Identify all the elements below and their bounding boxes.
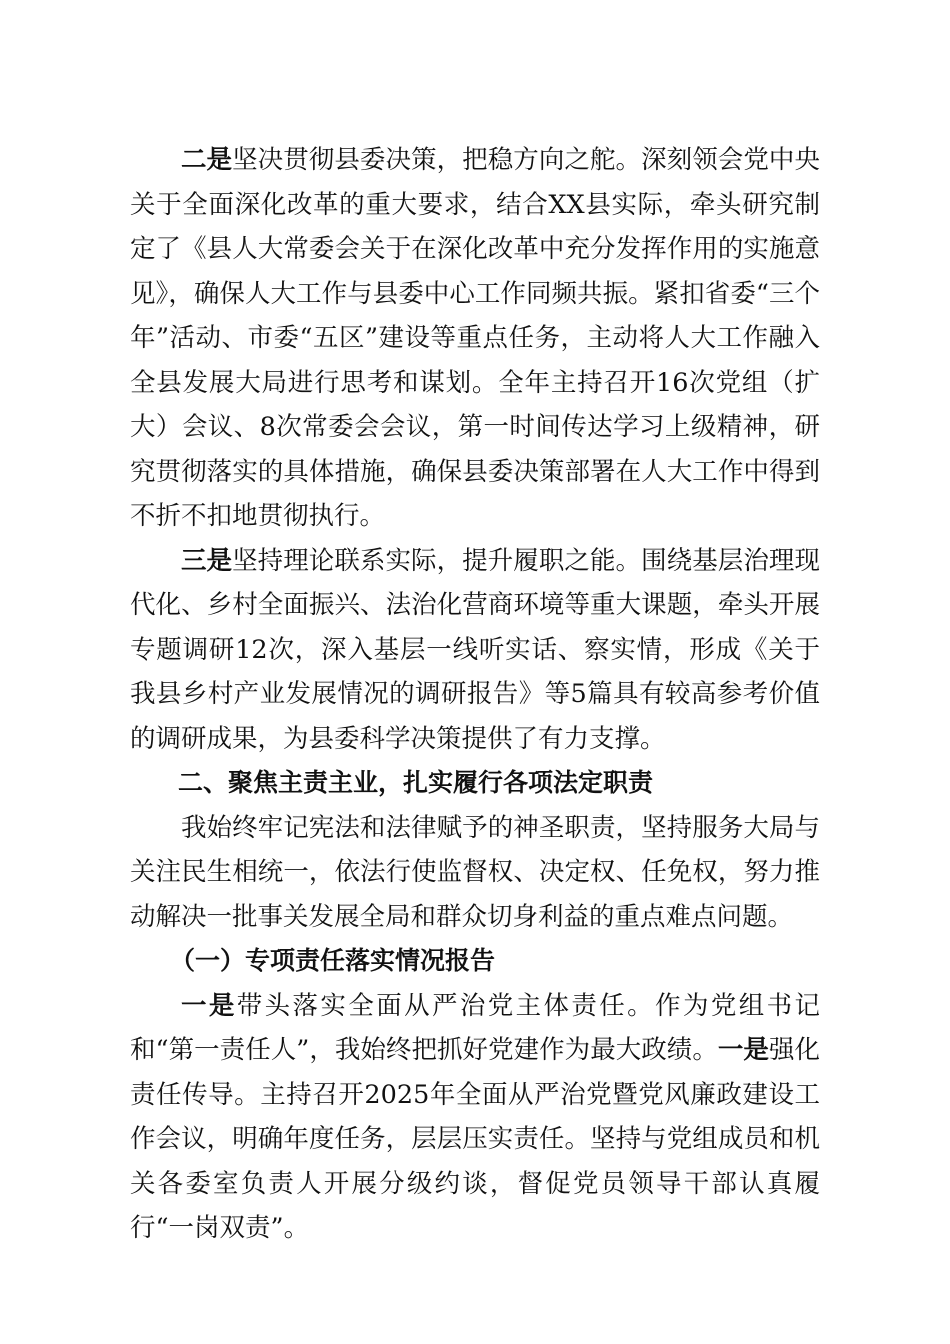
paragraph-party-responsibility — [130, 984, 820, 1251]
subsection-heading: （一）专项责任落实情况报告 — [170, 946, 496, 975]
document-page — [130, 138, 820, 1251]
paragraph-theory-practice — [130, 539, 820, 762]
paragraph-body-continued: 强化责任传导。主持召开2025年全面从严治党暨党风廉政建设工作会议，明确年度任务，层层压实责任。坚持与党组成员和机关各委室负责人开展分级约谈，督促党员领导干部认真履行“一岗双责”。 — [130, 1035, 820, 1243]
inline-lead: 一是 — [717, 1035, 769, 1065]
paragraph-lead: 一是 — [181, 990, 237, 1021]
paragraph-body: 坚持理论联系实际，提升履职之能。围绕基层治理现代化、乡村全面振兴、法治化营商环境等重大课题，牵头开展专题调研12次，深入基层一线听实话、察实情，形成《关于我县乡村产业发展情况的调研报告》等5篇具有较高参考价值的调研成果，为县委科学决策提供了有力支撑。 — [130, 545, 820, 754]
paragraph-lead: 二是 — [181, 145, 233, 175]
paragraph-body: 坚决贯彻县委决策，把稳方向之舵。深刻领会党中央关于全面深化改革的重大要求，结合XX县实际，牵头研究制定了《县人大常委会关于在深化改革中充分发挥作用的实施意见》，确保人大工作与县委中心工作同频共振。紧扣省委“三个年”活动、市委“五区”建设等重点任务，主动将人大工作融入全县发展大局进行思考和谋划。全年主持召开16次党组（扩大）会议、8次常委会会议，第一时间传达学习上级精神，研究贯彻落实的具体措施，确保县委决策部署在人大工作中得到不折不扣地贯彻执行。 — [130, 145, 820, 531]
section-intro-paragraph: 我始终牢记宪法和法律赋予的神圣职责，坚持服务大局与关注民生相统一，依法行使监督权、决定权、任免权，努力推动解决一批事关发展全局和群众切身利益的重点难点问题。 — [130, 812, 820, 932]
paragraph-decision-implementation — [130, 138, 820, 539]
paragraph-body: 带头落实全面从严治党主体责任。作为党组书记和“第一责任人”，我始终把抓好党建作为最大政绩。 — [130, 990, 820, 1065]
paragraph-lead: 三是 — [181, 545, 233, 576]
section-heading: 二、聚焦主责主业，扎实履行各项法定职责 — [178, 768, 654, 797]
